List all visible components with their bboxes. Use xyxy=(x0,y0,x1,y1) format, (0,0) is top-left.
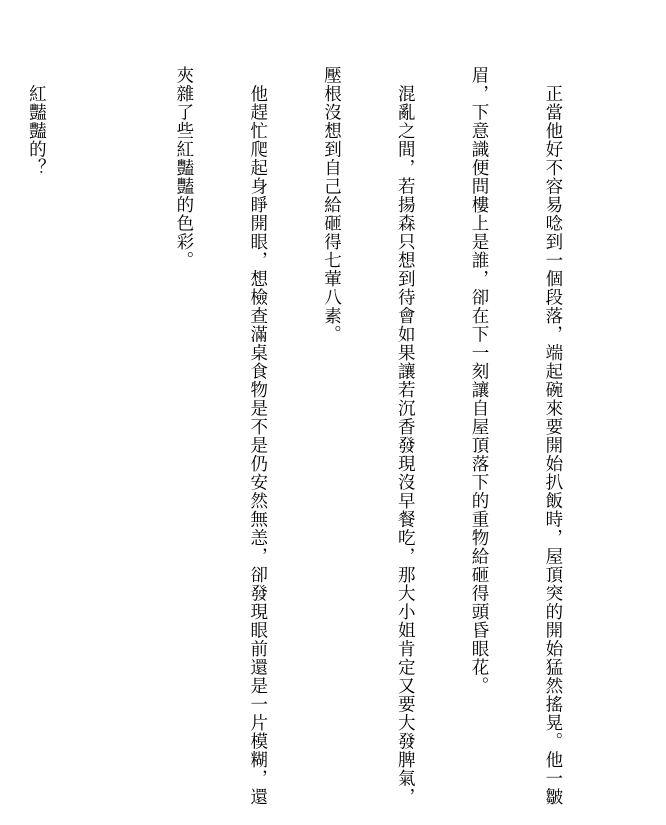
text-column: 夾雜了些紅豔豔的色彩。 xyxy=(173,66,194,270)
text-column: 正當他好不容易唸到一個段落，端起碗來要開始扒飯時，屋頂突的開始猛然搖晃。他一皺 xyxy=(542,66,563,806)
blank-column xyxy=(98,66,123,676)
vertical-text-body xyxy=(0,66,614,806)
text-column: 混亂之間，若揚森只想到待會如果讓若沉香發現沒早餐吃，那大小姐肯定又要大發脾氣， xyxy=(395,66,416,806)
text-column: 壓根沒想到自己給砸得七葷八素。 xyxy=(321,66,342,344)
text-column: 他趕忙爬起身睜開眼，想檢查滿桌食物是不是仍安然無恙，卻發現眼前還是一片模糊，還 xyxy=(247,66,268,806)
text-column: 眉，下意識便問樓上是誰，卻在下一刻讓自屋頂落下的重物給砸得頭昏眼花。 xyxy=(469,66,490,695)
text-column: 紅豔豔的？ xyxy=(26,66,47,177)
